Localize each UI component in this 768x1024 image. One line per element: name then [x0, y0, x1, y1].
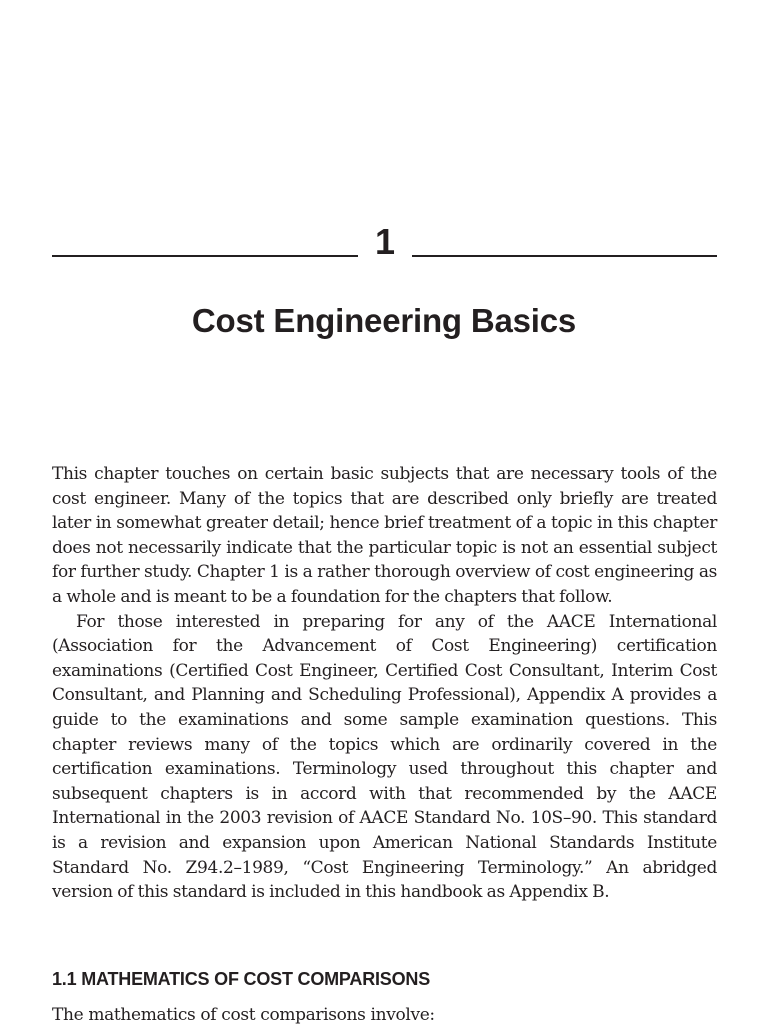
chapter-rule-left	[52, 255, 358, 257]
paragraph-text: is a rather thorough overview of cost engineering as a whole and is meant to be a foundation for the chapters that follow.	[52, 562, 718, 607]
chapter-number: 1	[374, 221, 396, 262]
chapter-1-reference-link[interactable]: Chapter 1	[196, 562, 280, 583]
paragraph-certification	[52, 610, 717, 905]
section-intro-text: The mathematics of cost comparisons involve:	[52, 1005, 435, 1024]
chapter-body	[52, 462, 717, 905]
section-heading: 1.1 MATHEMATICS OF COST COMPARISONS	[52, 969, 431, 989]
paragraph-text: .	[604, 882, 610, 903]
paragraph-text: This chapter touches on certain basic subjects that are necessary tools of the cost engineer. Many of the topics that are described only briefly are treated later in somewhat greater detail; hence brief treatment of a topic in this chapter does not necessarily indicate that the particular topic is not an essential subject for further study.	[52, 464, 717, 583]
appendix-b-reference-link[interactable]: Appendix B	[509, 882, 605, 903]
appendix-a-reference-link[interactable]: Appendix A	[526, 685, 624, 706]
paragraph-text: For those interested in preparing for any of the AACE International (Association for the Advancement of Cost Engineering) certification examinations (Certified Cost Engineer, Certified Cost Consultant, Interim Cost Consultant, and Planning and Scheduling Professional),	[52, 611, 717, 706]
paragraph-text: provides a guide to the examinations and some sample examination questions. This chapter reviews many of the topics which are ordinarily covered in the certification examinations. Terminology used throughout this chapter and subsequent chapters is in accord with that recommended by the AACE International in the 2003 revision of AACE Standard No. 10S–90. This standard is a revision and expansion upon American National Standards Institute Standard No. Z94.2–1989, “Cost Engineering Terminology.” An abridged version of this standard is included in this handbook as	[52, 685, 717, 903]
chapter-title: Cost Engineering Basics	[191, 302, 577, 339]
chapter-rule-right	[412, 255, 717, 257]
paragraph-intro	[52, 462, 717, 610]
